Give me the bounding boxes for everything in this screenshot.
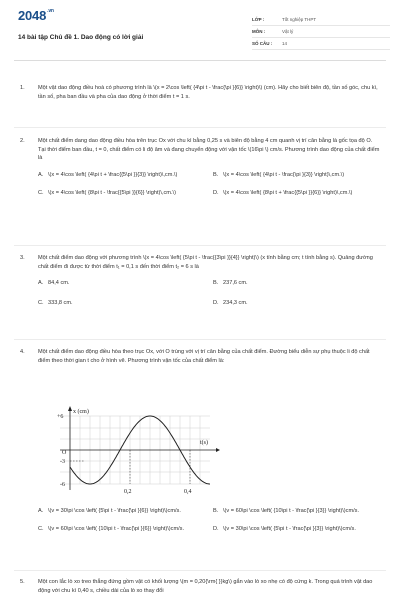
- answer-option-d[interactable]: [213, 184, 380, 202]
- y-tick-plus-6: +6: [57, 414, 64, 420]
- option-text: \(v = 60\pi \cos \left( {10\pi t - \frac{\pi }{3}} \right)\)cm/s.: [223, 507, 360, 514]
- question-4-options: [0, 502, 400, 538]
- question-text: Một chất điểm dao động với phương trình \(x = 4\cos \left( {5\pi t - \frac{{3\pi }}{4}} \right)\) (x tính bằng cm; t tính bằng s). Quảng đường chất điểm đi được từ thời điểm t₁ = 0,1 s đến thời điểm t₂ = 6 s là: [38, 255, 373, 270]
- x-axis-arrow-icon: [68, 406, 72, 411]
- answer-option-d[interactable]: [213, 520, 380, 538]
- option-text: 84,4 cm.: [48, 280, 70, 287]
- meta-row-count: [252, 38, 390, 50]
- origin-label: O: [62, 450, 67, 456]
- option-label: D.: [213, 300, 219, 307]
- meta-value: Tốt nghiệp THPT: [282, 17, 317, 22]
- answer-options: [38, 166, 380, 202]
- question-text: Một chất điểm dang dao động điều hòa trên trục Ox với chu kì bằng 0,25 s và biên độ bằng 4 cm quanh vị trí cân bằng là gốc tọa độ O. Tại thời điểm ban đầu, t = 0, chất điểm có li độ âm và đang chuyển động với vận tốc \(16\pi \) cm/s. Phương trình dao động của chất điểm là: [38, 138, 380, 162]
- option-text: \(v = 30\pi \cos \left( {5\pi t - \frac{\pi }{3}} \right)\)cm/s.: [223, 525, 356, 532]
- option-label: C.: [38, 189, 44, 196]
- question-text: Một chất điểm dao động điều hòa theo trục Ox, với O trùng với vị trí cân bằng của chất điểm. Đường biểu diễn sự phụ thuộc li độ chất điểm theo thời gian t cho ở hình vẽ. Phương trình vận tốc của chất điểm là:: [38, 349, 370, 364]
- answer-option-a[interactable]: [38, 166, 205, 184]
- meta-value: 14: [282, 41, 288, 46]
- option-label: B.: [213, 280, 219, 287]
- question-divider: [14, 570, 386, 571]
- option-label: B.: [213, 171, 219, 178]
- question-number: 2.: [20, 138, 25, 144]
- option-label: C.: [38, 300, 44, 307]
- option-text: \(x = 4\cos \left( {4\pi t - \frac{\pi }{3}} \right)\,cm.\): [223, 171, 345, 178]
- question-number: 5.: [20, 579, 25, 585]
- option-text: 237,6 cm.: [223, 280, 248, 287]
- answer-option-b[interactable]: [213, 166, 380, 184]
- option-label: B.: [213, 507, 219, 514]
- question-divider: [14, 339, 386, 340]
- answer-options: [38, 277, 380, 309]
- displacement-time-graph: [40, 404, 222, 496]
- question-number: 1.: [20, 85, 25, 91]
- option-text: \(x = 4\cos \left( {8\pi t - \frac{{5\pi }}{6}} \right)\,cm.\): [48, 189, 176, 196]
- document-header: [0, 0, 400, 64]
- x-tick-0-4: 0,4: [184, 489, 192, 495]
- header-divider: [14, 60, 386, 61]
- meta-key: SỐ CÂU :: [252, 41, 273, 46]
- meta-row-subject: [252, 26, 390, 38]
- option-label: D.: [213, 525, 219, 532]
- option-text: \(x = 4\cos \left( {4\pi t + \frac{{5\pi }}{3}} \right)\,cm.\): [48, 171, 178, 178]
- y-tick-minus-3: -3: [60, 459, 65, 465]
- question-text: Một vật dao động điều hoà có phương trình là \(x = 2\cos \left( {4\pi t - \frac{\pi }{6}} \right)\) (cm). Hãy cho biết biên độ, tần số góc, chu kì, tần số, pha ban đầu và pha của dao động ở thời điểm t = 1 s.: [38, 85, 378, 100]
- question-number: 4.: [20, 349, 25, 355]
- t-axis-arrow-icon: [216, 448, 220, 452]
- x-tick-0-2: 0,2: [124, 489, 132, 495]
- question-text: Một con lắc lò xo treo thẳng đứng gồm vật có khối lượng \(m = 0,20{\rm{ }}kg\) gắn vào lò xo nhẹ có độ cứng k. Trong quá trình vật dao động với chu kì 0,40 s, chiều dài của lò xo thay đổi: [38, 579, 373, 594]
- question-5: [0, 578, 400, 595]
- option-text: 234,3 cm.: [223, 300, 248, 307]
- option-label: C.: [38, 525, 44, 532]
- option-label: A.: [38, 507, 44, 514]
- option-text: \(x = 4\cos \left( {8\pi t + \frac{{5\pi }}{6}} \right)\,cm.\): [223, 189, 353, 196]
- page-title: 14 bài tập Chủ đề 1. Dao động có lời giải: [18, 34, 144, 41]
- option-text: 333,8 cm.: [48, 300, 73, 307]
- question-3: [0, 254, 400, 309]
- question-2: [0, 137, 400, 202]
- logo-suffix: .vn: [47, 8, 54, 14]
- answer-option-d[interactable]: [213, 297, 380, 309]
- logo-text: 2048: [18, 8, 47, 23]
- meta-row-class: [252, 14, 390, 26]
- answer-option-a[interactable]: [38, 277, 205, 289]
- meta-value: Vật lý: [282, 29, 294, 34]
- meta-key: LỚP :: [252, 17, 265, 22]
- option-label: A.: [38, 171, 44, 178]
- answer-option-c[interactable]: [38, 184, 205, 202]
- answer-option-a[interactable]: [38, 502, 205, 520]
- option-label: A.: [38, 280, 44, 287]
- meta-key: MÔN :: [252, 29, 266, 34]
- y-tick-minus-6: -6: [60, 482, 65, 488]
- t-axis-label: t(s): [200, 440, 208, 446]
- option-text: \(v = 30\pi \cos \left( {5\pi t - \frac{\pi }{6}} \right)\)cm/s.: [48, 507, 181, 514]
- question-divider: [14, 245, 386, 246]
- y-axis-label: x (cm): [73, 409, 89, 415]
- question-divider: [14, 127, 386, 128]
- answer-options: [38, 502, 380, 538]
- answer-option-c[interactable]: [38, 520, 205, 538]
- question-1: [0, 84, 400, 101]
- answer-option-b[interactable]: [213, 277, 380, 289]
- option-label: D.: [213, 189, 219, 196]
- graph-svg: [40, 404, 222, 496]
- question-4: [0, 348, 400, 365]
- answer-option-b[interactable]: [213, 502, 380, 520]
- question-number: 3.: [20, 255, 25, 261]
- meta-table: [252, 14, 390, 50]
- answer-option-c[interactable]: [38, 297, 205, 309]
- option-text: \(v = 60\pi \cos \left( {10\pi t - \frac{\pi }{6}} \right)\)cm/s.: [48, 525, 185, 532]
